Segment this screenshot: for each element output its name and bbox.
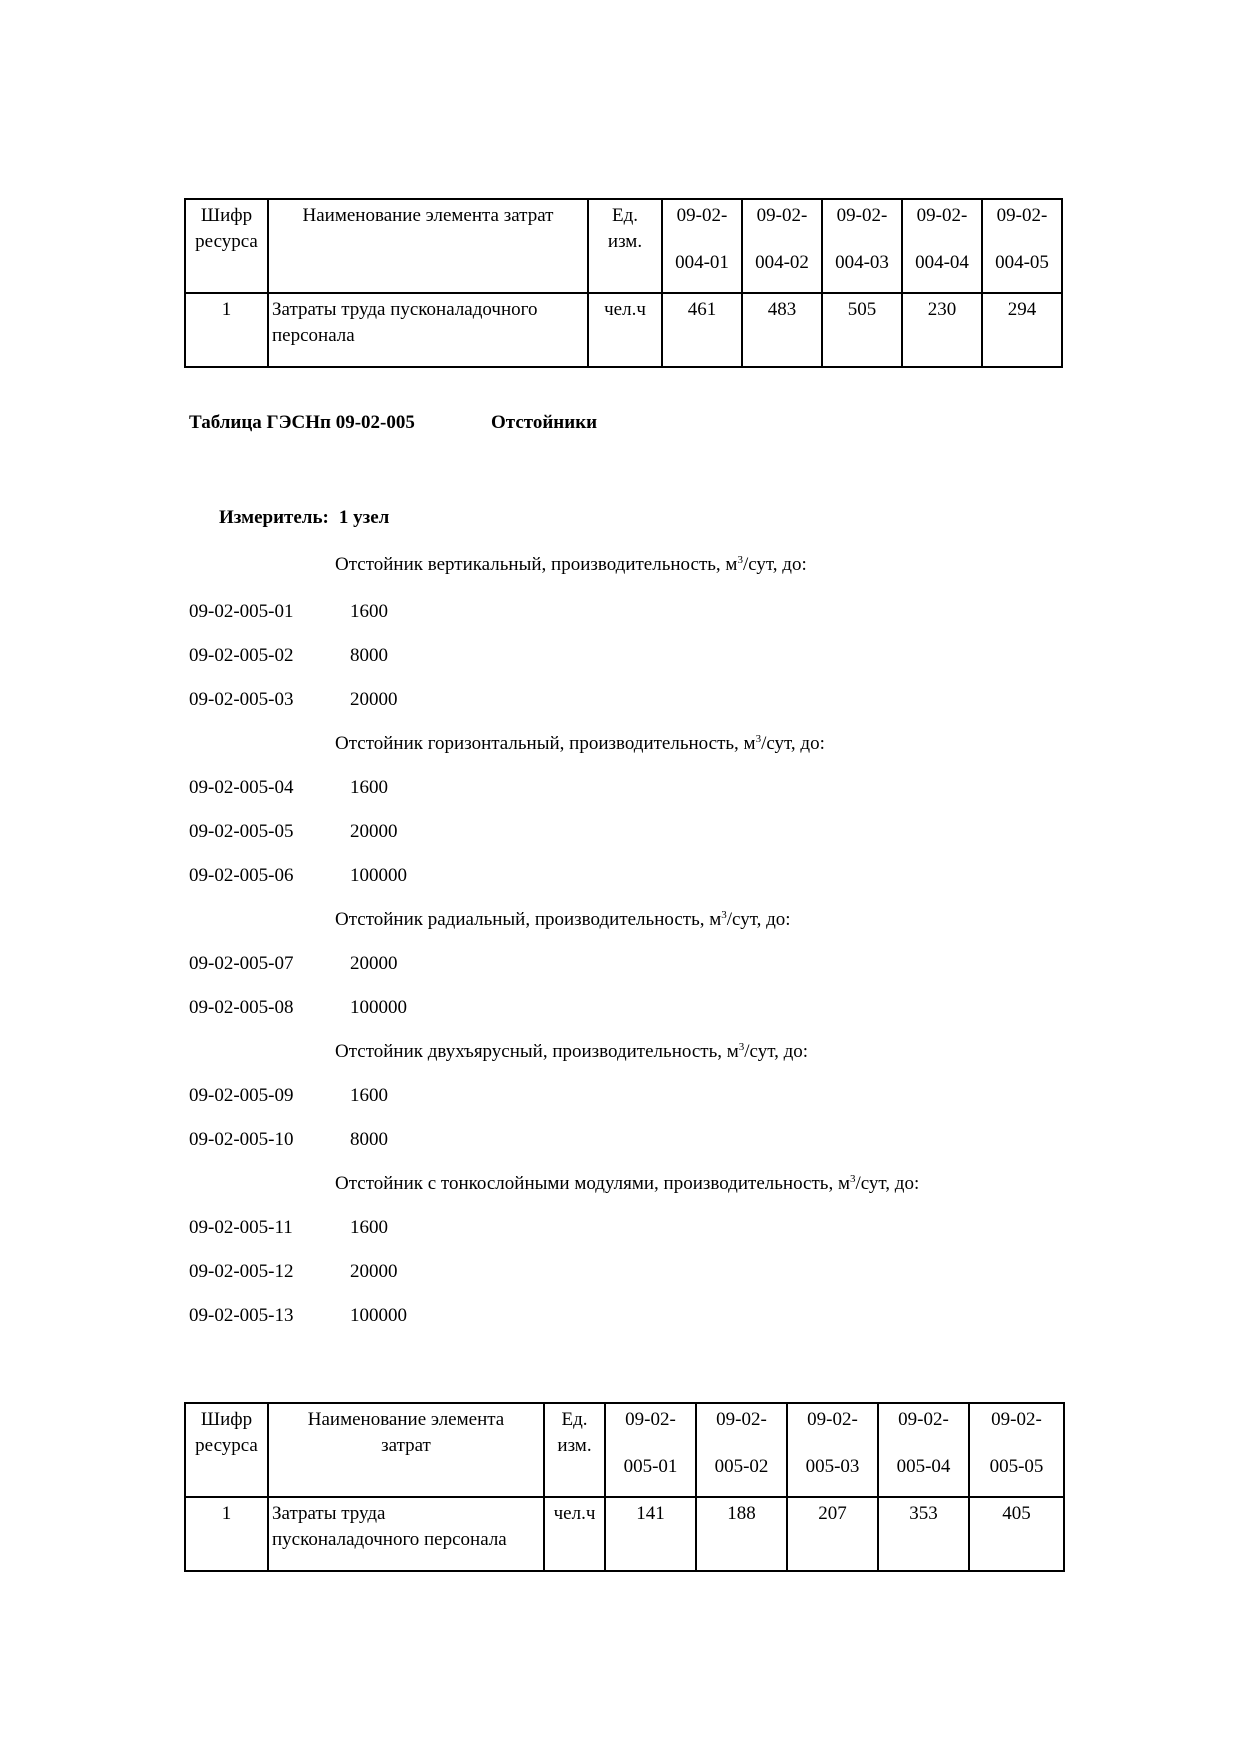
group-heading: Отстойник радиальный, производительность, $м^3$/сут, до:: [335, 909, 791, 930]
cell-unit: чел.ч: [544, 1497, 605, 1571]
item-value: 100000: [350, 865, 407, 886]
header-column-code: 09-02- 005-05: [969, 1403, 1064, 1497]
item-value: 100000: [350, 1305, 407, 1326]
header-column-code: 09-02- 005-01: [605, 1403, 696, 1497]
item-value: 8000: [350, 1129, 388, 1150]
header-unit: Ед. изм.: [544, 1403, 605, 1497]
item-code: 09-02-005-10: [189, 1129, 294, 1150]
header-cost-element-name: Наименование элемента затрат: [268, 199, 588, 293]
item-value: 20000: [350, 821, 398, 842]
group-heading: Отстойник двухъярусный, производительность, $м^3$/сут, до:: [335, 1041, 809, 1062]
cell-resource-code: 1: [185, 293, 268, 367]
header-column-code: 09-02- 005-03: [787, 1403, 878, 1497]
header-column-code: 09-02- 005-04: [878, 1403, 969, 1497]
header-resource-code: Шифр ресурса: [185, 199, 268, 293]
cell-value: 405: [969, 1497, 1064, 1571]
item-value: 1600: [350, 1085, 388, 1106]
item-code: 09-02-005-07: [189, 953, 294, 974]
header-column-code: 09-02- 004-05: [982, 199, 1062, 293]
item-value: 1600: [350, 601, 388, 622]
item-code: 09-02-005-12: [189, 1261, 294, 1282]
item-value: 100000: [350, 997, 407, 1018]
header-column-code: 09-02- 004-02: [742, 199, 822, 293]
resource-table-004: [184, 198, 1063, 368]
table-header-row: [185, 1403, 1064, 1497]
table-title-name: Отстойники: [491, 412, 598, 433]
group-heading: Отстойник вертикальный, производительность, $м^3$/сут, до:: [335, 554, 807, 575]
table-row: [185, 293, 1062, 367]
item-value: 20000: [350, 953, 398, 974]
cell-value: 188: [696, 1497, 787, 1571]
meter-line: [219, 507, 389, 529]
header-column-code: 09-02- 004-03: [822, 199, 902, 293]
cell-resource-code: 1: [185, 1497, 268, 1571]
cell-unit: чел.ч: [588, 293, 662, 367]
table-row: [185, 1497, 1064, 1571]
item-value: 1600: [350, 777, 388, 798]
item-code: 09-02-005-06: [189, 865, 294, 886]
cell-value: 207: [787, 1497, 878, 1571]
item-code: 09-02-005-05: [189, 821, 294, 842]
header-resource-code: Шифр ресурса: [185, 1403, 268, 1497]
group-heading: Отстойник горизонтальный, производительность, $м^3$/сут, до:: [335, 733, 825, 754]
item-code: 09-02-005-08: [189, 997, 294, 1018]
cell-value: 230: [902, 293, 982, 367]
header-cost-element-name: Наименование элемента затрат: [268, 1403, 544, 1497]
item-code: 09-02-005-11: [189, 1217, 293, 1238]
cell-value: 483: [742, 293, 822, 367]
cell-value: 353: [878, 1497, 969, 1571]
item-value: 1600: [350, 1217, 388, 1238]
table-title-code: Таблица ГЭСНп 09-02-005: [189, 412, 415, 433]
table-header-row: [185, 199, 1062, 293]
meter-label: Измеритель:: [219, 507, 329, 528]
section-title: [189, 412, 598, 434]
item-value: 20000: [350, 689, 398, 710]
header-unit: Ед. изм.: [588, 199, 662, 293]
item-value: 20000: [350, 1261, 398, 1282]
item-code: 09-02-005-03: [189, 689, 294, 710]
item-code: 09-02-005-01: [189, 601, 294, 622]
cell-value: 505: [822, 293, 902, 367]
header-column-code: 09-02- 004-01: [662, 199, 742, 293]
item-code: 09-02-005-09: [189, 1085, 294, 1106]
cell-value: 294: [982, 293, 1062, 367]
cell-cost-element-name: Затраты труда пусконаладочного персонала: [268, 293, 588, 367]
item-value: 8000: [350, 645, 388, 666]
item-code: 09-02-005-04: [189, 777, 294, 798]
meter-value: 1 узел: [338, 507, 390, 528]
group-heading: Отстойник с тонкослойными модулями, производительность, $м^3$/сут, до:: [335, 1173, 920, 1194]
cell-value: 141: [605, 1497, 696, 1571]
item-code: 09-02-005-02: [189, 645, 294, 666]
resource-table-005: [184, 1402, 1065, 1572]
cell-cost-element-name: Затраты труда пусконаладочного персонала: [268, 1497, 544, 1571]
header-column-code: 09-02- 004-04: [902, 199, 982, 293]
header-column-code: 09-02- 005-02: [696, 1403, 787, 1497]
cell-value: 461: [662, 293, 742, 367]
item-code: 09-02-005-13: [189, 1305, 294, 1326]
